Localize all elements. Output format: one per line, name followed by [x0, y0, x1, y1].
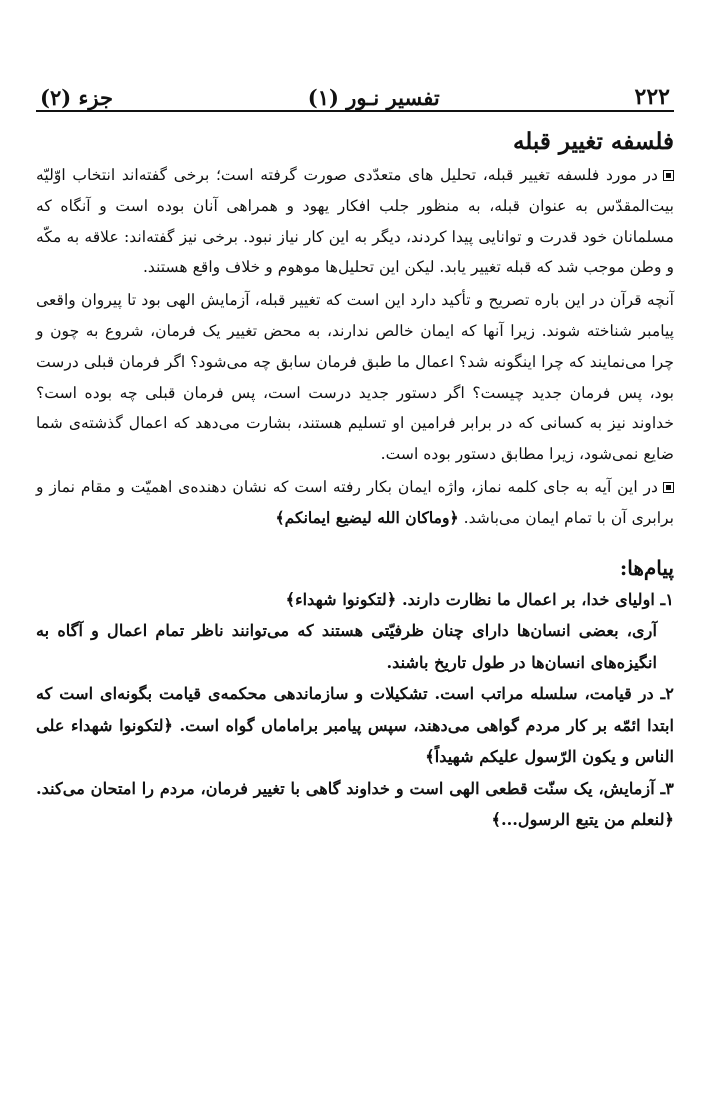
message-lead: [36, 584, 674, 616]
paragraph-3-quote: ﴿وماكان الله ليضيع ايمانكم﴾: [275, 507, 459, 527]
square-bullet-icon: [663, 482, 674, 493]
page-number: ۲۲۲: [634, 84, 670, 110]
message-item-3: [36, 773, 674, 836]
book-title: تفسیر نـور (۱): [307, 85, 440, 110]
message-item-2: [36, 678, 674, 773]
running-header: [36, 76, 674, 112]
section-title: فلسفه تغییر قبله: [512, 128, 674, 155]
paragraph-1-text: در مورد فلسفه تغییر قبله، تحلیل های متعدّدی صورت گرفته است؛ برخی گفته‌اند انتخاب اوّلیّه بیت‌المقدّس به عنوان قبله، به منظور جلب افکار یهود و همراهی آنان بوده است و آنگاه که مسلمانان خود قدرت و توانایی پیدا کردند، دیگر به این کار نیاز نبود. برخی نیز گفته‌اند: علاقه به مکّه و وطن موجب شد که قبله تغییر یابد. لیکن این تحلیل‌ها موهوم و خلاف واقع هستند.: [36, 166, 674, 277]
message-lead: [36, 773, 674, 836]
message-lead-text: ۲ـ در قیامت، سلسله مراتب است. تشکیلات و سازماندهی محکمه‌ی قیامت بگونه‌ای است که ابتدا ائمّه بر کار مردم گواهی می‌دهند، سپس پیامبر براماماں گواه است.: [36, 684, 674, 735]
message-item-1: [36, 584, 674, 679]
messages-title: پیام‌ها:: [619, 555, 674, 580]
paragraph-3: [36, 472, 674, 534]
message-quote: ﴿لنعلم من يتبع الرسول...﴾: [491, 810, 674, 830]
message-body: آری، بعضی انسان‌ها دارای چنان ظرفیّتی هستند که می‌توانند ناظر تمام اعمال و آگاه به انگیزه‌های انسان‌ها در طول تاریخ باشند.: [36, 621, 657, 672]
message-quote: ﴿لتكونوا شهداء﴾: [285, 589, 397, 609]
message-lead: [36, 678, 674, 773]
paragraph-3-text: در این آیه به جای کلمه نماز، واژه ایمان بکار رفته است که نشان دهنده‌ی اهمیّت و مقام نماز و برابری آن با تمام ایمان می‌باشد.: [36, 477, 674, 527]
book-page: [36, 76, 674, 836]
paragraph-1: [36, 160, 674, 283]
message-quote: ﴿لتكونوا شهداء على الناس و يكون الرّسول عليكم شهيداً﴾: [36, 715, 674, 767]
volume-label: جزء (۲): [40, 85, 113, 110]
message-lead-text: ۱ـ اولیای خدا، بر اعمال ما نظارت دارند.: [401, 589, 674, 609]
paragraph-2: آنچه قرآن در این باره تصریح و تأکید دارد این است که تغییر قبله، آزمایش الهی بود تا پیروان واقعی پیامبر شناخته شوند. زیرا آنها که ایمان خالص ندارند، به محض تغییر یک فرمان، شروع به چون و چرا می‌نمایند که چرا اینگونه شد؟ اعمال ما طبق فرمان سابق چه می‌شود؟ اگر فرمان قبلی درست بود، پس فرمان جدید چیست؟ اگر دستور جدید درست است، پس فرمان قبلی چه بوده است؟ خداوند نیز به کسانی که در برابر فرامین او تسلیم هستند، بشارت می‌دهد که اعمال گذشته‌ی شما ضایع نمی‌شود، زیرا مطابق دستور بوده است.: [36, 291, 674, 464]
message-lead-text: ۳ـ آزمایش، یک سنّت قطعی الهی است و خداوند گاهی با تغییر فرمان، مردم را امتحان می‌کند.: [36, 778, 674, 798]
square-bullet-icon: [663, 170, 674, 181]
